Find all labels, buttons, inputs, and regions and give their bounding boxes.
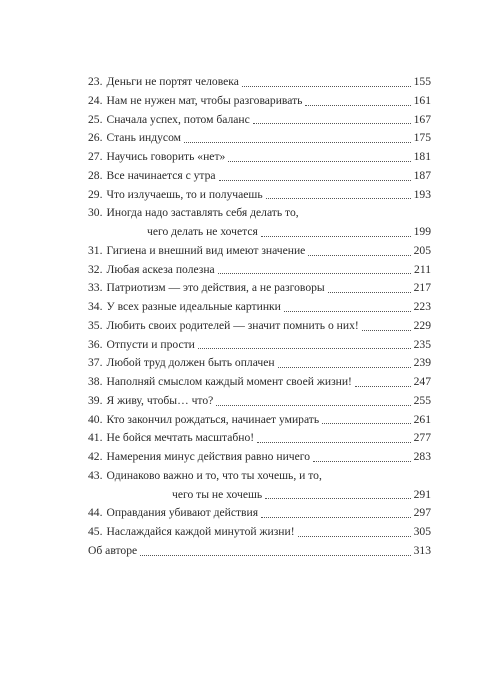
dot-leader: [257, 441, 410, 443]
toc-entry: [88, 354, 431, 373]
toc-entry-page: 313: [413, 543, 431, 557]
toc-entry-number: 23.: [88, 75, 103, 88]
toc-entry-number: 45.: [88, 525, 103, 538]
toc-entry-number: 36.: [88, 337, 103, 351]
dot-leader: [228, 160, 410, 162]
dot-leader: [266, 197, 411, 199]
toc-entry-about-author: [88, 542, 431, 561]
toc-entry-title: Наслаждайся каждой минутой жизни!: [106, 525, 295, 538]
toc-entry-title: Сначала успех, потом баланс: [106, 112, 250, 126]
toc-entry-page: 297: [413, 506, 431, 520]
toc-entry-page: 235: [413, 337, 431, 351]
toc-entry-number: 43.: [88, 468, 103, 482]
toc-entry-line: [88, 204, 431, 223]
toc-entry-number: 29.: [88, 187, 103, 201]
toc-entry-number: 40.: [88, 412, 103, 426]
toc-entry-title: Одинаково важно и то, что ты хочешь, и то,: [106, 468, 322, 482]
toc-entry-title: Наполняй смыслом каждый момент своей жизни!: [106, 375, 352, 388]
dot-leader: [219, 179, 411, 181]
dot-leader: [218, 272, 411, 274]
toc-entry-title: У всех разные идеальные картинки: [106, 300, 281, 313]
toc-entry-number: 28.: [88, 168, 103, 182]
toc-entry-number: 42.: [88, 450, 103, 463]
toc-entry-page: 167: [413, 112, 431, 126]
toc-entry: [88, 279, 431, 298]
dot-leader: [261, 235, 411, 237]
table-of-contents: [88, 73, 431, 561]
toc-entry-number: 35.: [88, 318, 103, 332]
toc-entry-title-continued: чего ты не хочешь: [172, 487, 263, 501]
dot-leader: [355, 385, 411, 387]
toc-entry-number: 26.: [88, 131, 103, 145]
toc-entry-number: 27.: [88, 150, 103, 163]
toc-entry-number: 41.: [88, 431, 103, 445]
toc-entry: [88, 73, 431, 92]
toc-entry-number: 25.: [88, 112, 103, 126]
toc-entry-page: 181: [413, 150, 431, 163]
toc-entry: [88, 298, 431, 317]
toc-entry-page: 239: [413, 356, 431, 370]
toc-entry-number: 32.: [88, 262, 103, 276]
toc-entry-page: 291: [413, 487, 431, 501]
toc-entry-page: 193: [413, 187, 431, 201]
toc-entry: [88, 261, 431, 280]
toc-entry-page: 161: [413, 93, 431, 107]
toc-entry: [88, 111, 431, 130]
toc-entry: [88, 523, 431, 542]
dot-leader: [242, 85, 411, 87]
dot-leader: [308, 254, 410, 256]
toc-entry-title: Все начинается с утра: [106, 168, 216, 182]
dot-leader: [198, 347, 411, 349]
dot-leader: [184, 141, 411, 143]
toc-entry: [88, 373, 431, 392]
dot-leader: [328, 291, 411, 293]
toc-entry-page: 199: [413, 225, 431, 238]
toc-entry-title: Намерения минус действия равно ничего: [106, 450, 311, 463]
toc-entry: [88, 429, 431, 448]
toc-entry: [88, 92, 431, 111]
toc-entry-title: Научись говорить «нет»: [106, 150, 226, 163]
dot-leader: [362, 329, 411, 331]
toc-entry: [88, 317, 431, 336]
dot-leader: [261, 516, 411, 518]
toc-entry-page: 229: [413, 318, 431, 332]
toc-entry-title: Гигиена и внешний вид имеют значение: [106, 243, 306, 257]
toc-entry-title-continued: чего делать не хочется: [147, 225, 258, 238]
toc-entry-line: [88, 223, 431, 242]
toc-entry-number: 34.: [88, 300, 103, 313]
toc-entry: [88, 411, 431, 430]
toc-entry-page: 205: [413, 243, 431, 257]
toc-entry-number: 44.: [88, 506, 103, 520]
toc-entry-page: 247: [413, 375, 431, 388]
toc-entry-number: 37.: [88, 356, 103, 370]
dot-leader: [313, 460, 411, 462]
toc-entry-page: 217: [413, 281, 431, 295]
toc-entry-title: Иногда надо заставлять себя делать то,: [106, 206, 299, 220]
toc-entry: [88, 504, 431, 523]
toc-entry-title: Любить своих родителей — значит помнить о них!: [106, 318, 359, 332]
toc-entry: [88, 392, 431, 411]
toc-entry-title: Стань индусом: [106, 131, 181, 145]
toc-entry-page: 223: [413, 300, 431, 313]
toc-entry-title: Оправдания убивают действия: [106, 506, 259, 520]
toc-entry-title: Нам не нужен мат, чтобы разговаривать: [106, 93, 303, 107]
dot-leader: [278, 366, 411, 368]
toc-entry-title: Отпусти и прости: [106, 337, 195, 351]
toc-entry-title: Кто закончил рождаться, начинает умирать: [106, 412, 320, 426]
toc-entry-title: Я живу, чтобы… что?: [106, 393, 214, 407]
toc-entry-title: Что излучаешь, то и получаешь: [106, 187, 263, 201]
toc-entry: [88, 448, 431, 467]
toc-entry-number: 24.: [88, 93, 103, 107]
toc-entry-title: Любая аскеза полезна: [106, 262, 215, 276]
toc-entry-page: 255: [413, 393, 431, 407]
toc-entry-page: 175: [413, 131, 431, 145]
toc-entry: [88, 467, 431, 505]
dot-leader: [265, 497, 410, 499]
dot-leader: [298, 535, 411, 537]
toc-entry-number: 39.: [88, 393, 103, 407]
toc-entry-page: 261: [413, 412, 431, 426]
toc-entry-title: Деньги не портят человека: [106, 75, 239, 88]
toc-entry-line: [88, 486, 431, 505]
toc-entry-number: 30.: [88, 206, 103, 220]
toc-entry-number: 33.: [88, 281, 103, 295]
dot-leader: [140, 554, 410, 556]
toc-entry-page: 283: [413, 450, 431, 463]
dot-leader: [322, 422, 410, 424]
toc-entry-page: 155: [413, 75, 431, 88]
toc-entry-page: 187: [413, 168, 431, 182]
dot-leader: [216, 404, 410, 406]
toc-entry: [88, 129, 431, 148]
toc-entry-number: 38.: [88, 375, 103, 388]
toc-entry-page: 277: [413, 431, 431, 445]
dot-leader: [305, 104, 410, 106]
toc-entry-title: Любой труд должен быть оплачен: [106, 356, 275, 370]
toc-entry: [88, 242, 431, 261]
toc-entry: [88, 148, 431, 167]
toc-entry-number: 31.: [88, 243, 103, 257]
toc-entry-page: 211: [414, 262, 431, 276]
dot-leader: [284, 310, 411, 312]
toc-entry: [88, 186, 431, 205]
toc-entry: [88, 204, 431, 242]
dot-leader: [253, 122, 411, 124]
toc-entry-page: 305: [413, 525, 431, 538]
toc-entry-line: [88, 467, 431, 486]
toc-entry-title: Не бойся мечтать масштабно!: [106, 431, 255, 445]
toc-entry: [88, 167, 431, 186]
toc-entry-title: Патриотизм — это действия, а не разговоры: [106, 281, 325, 295]
toc-entry-title: Об авторе: [88, 543, 138, 557]
toc-entry: [88, 336, 431, 355]
